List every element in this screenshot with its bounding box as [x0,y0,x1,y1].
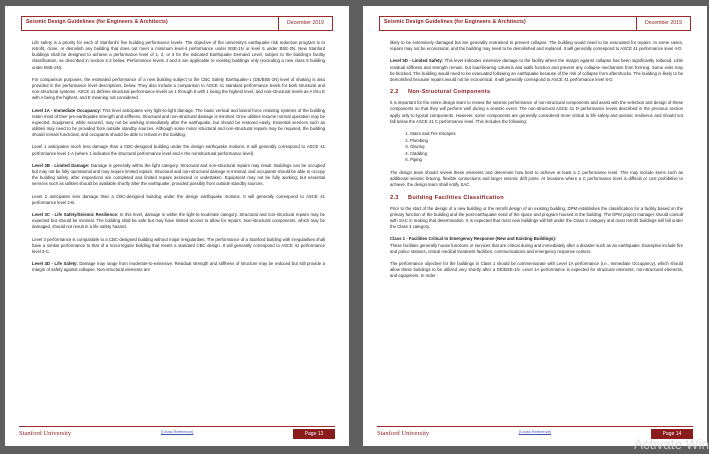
paragraph: Prior to the start of the design of a new building or the retrofit design of an existing building, DPM establishes the classification for a facility based on the primary function of the building and the post-earthquake need of the space and program housed in the building. The DPM project manager should consult with SAC in making that determination. It is expected that most new buildings will fall under the Class 3 category and most retrofit buildings will fall under the Class 4 category. [390,205,683,230]
page-body [32,40,325,280]
paragraph: likely to be extensively damaged but are generally restrained to prevent collapse. The building would need to be evacuated for repairs. In some cases, repairs may not be economical, and the building may need to be demolished and replaced. It will generally correspond to ASCE 41 performance level 4-D. [390,40,683,52]
paragraph-level-3c: Level 3C - Life Safety/Seismic Resilience: In this level, damage is within the light-to-moderate category. Structural and non-structural repairs may be expected but should be minimal. The building shall be safe but may have limited access to allow for repairs. Non-structural components, which may be damaged, should not result in a life safety hazard. [32,212,325,230]
list-item: 5. Piping [410,157,683,164]
paragraph: The design team should review these elements and determine how best to achieve at least a C performance level. This may include items such as additional seismic bracing, flexible connections and larger seismic drift joints. At locations where a C performance level is difficult or cost prohibitive to achieve, the design team shall notify SAC. [390,169,683,188]
paragraph: It is important for the entire design team to review the seismic performance of non-structural components and assist with the selection and design of these components so that they will perform well during a seismic event. The non-structural ASCE 41 D performance levels described in the previous section apply only to typical components. However, some components are generally considered more critical to life safety and seismic resilience and should not fall below the ASCE 41 C performance level. This includes the following: [390,100,683,124]
paragraph: Level 1 anticipates much less damage than a CBC-designed building under the design earthquake motions. It will generally correspond to ASCE 41 performance level 1-A (where 1 indicates the structural performance level and A the nonstructural performance level). [32,144,325,156]
paragraph: For comparison purposes, the estimated performance of a new building subject to the CBC Safety Earthquake-1 (DE/BSE-1N) level of shaking is also provided in the performance level descriptions, below. They also include a comparison to ASCE 41 standard performance levels for both structural and non-structural systems. ASCE 41 defines structural performance levels as 1 through 5 with 1 being the highest level, and non-structural levels as A thru E with A being the highest, and E meaning not considered. [32,76,325,101]
page-header [379,16,691,31]
paragraph: The performance objective for the buildings in Class 1 should be commensurate with Level 1A performance (i.e., Immediate Occupancy), which should allow these buildings to be utilized very shortly after a DE/BSE-1N. Level 1A performance is expected for structural elements, non-structural elements, and equipment. In order [390,260,683,279]
footer-cross-reference-link[interactable]: [Cross Reference] [160,429,194,434]
section-heading-2-2: 2.2 Non-Structural Components [390,89,491,96]
paragraph: Level 2 anticipates less damage than a CBC-designed building under the design earthquake motions. It will generally correspond to ASCE 41 performance level 2-B. [32,193,325,205]
activation-watermark: Activate Win [633,437,709,452]
header-title: Seismic Design Guidelines (for Engineers & Architects) [26,19,168,25]
paragraph-level-1a: Level 1A - Immediate Occupancy: This level anticipates very light-to-light damage. The basic vertical and lateral force resisting systems of the building retain most of their pre-earthquake strength and stiffness. Structural and non-structural damage is minimal. Once utilities resume normal operation may be expected. Equipment, while secured, may not be working immediately after the earthquake, but should be restored easily. Essential services such as utilities may need to be provided from outside standby sources. Although some minor structural and non-structural repairs may be required, the building should remain functional, and occupants should be able to remain in the building. [32,107,325,138]
page-header [21,16,333,31]
footer-page-number: Page 14 [651,429,693,439]
header-date: December 2019 [636,17,690,30]
footer-university: Stanford University [19,430,72,437]
paragraph-level-4d: Level 4D - Life Safety: Damage may range from moderate-to-extensive. Residual strength and stiffness of structure may be reduced but still provide a margin of safety against collapse. Non-structural elements are [32,261,326,273]
footer-page-number: Page 13 [293,429,335,439]
document-page-left [5,6,349,446]
header-title: Seismic Design Guidelines (for Engineers & Architects) [384,19,526,25]
header-date: December 2019 [278,17,332,30]
list-item: 2. Plumbing [410,138,683,145]
list-item: 4. Cladding [410,151,683,158]
paragraph: Life safety is a priority for each of Stanford's five building performance levels. The objective of the university's earthquake risk reduction program is to retrofit, close, or demolish any building that does not meet a minimum level-4 performance under BSE-1N or level 5 under BSE-2N. New Stanford buildings shall be designed to achieve a performance level of 1, 2, or 3 for the indicated Earthquake Demand Level, subject to the building's facility classification, as described in section 2.3 below. Performance levels 4 and 5 are applicable to existing buildings only (excluding a new class 5 building under BSE-2N). [32,40,325,70]
page-footer [19,426,335,438]
paragraph: Level 3 performance is comparable to a CBC-designed building without major irregularities. The performance of a Stanford building with irregularities shall have a similar performance to that of a non-irregular building that meets a standard CBC design. It will generally correspond to ASCE 41 performance level 3-C. [32,236,325,254]
footer-cross-reference-link[interactable]: [Cross Reference] [518,429,552,434]
section-heading-2-3: 2.3 Building Facilities Classification [390,194,504,201]
list-item: 3. Glazing [410,144,683,151]
paragraph-class-1: Class 1 - Facilities Critical to Emergency Response (New and Existing Buildings): These facilities generally house functions or services that are critical during and immediately after a disaster such as an earthquake. Examples include fire and police stations, critical medical treatment facilities, communications and emergency response centers. [390,236,683,254]
paragraph-level-2b: Level 2B - Limited Damage: Damage is generally within the light category. Structural and non-structural repairs may result. Buildings can be occupied but may not be fully operational and may require limited repairs. Structural and non-structural damage is minimal, and occupants should be able to occupy the building safely, after inspections are completed and limited repairs assessed or undertaken. Equipment may not be fully working; but essential services such as utilities should be available shortly after the earthquake, provided possibly from outside standby sources. [32,162,325,187]
page-body [390,40,683,286]
footer-university: Stanford University [377,430,430,437]
component-list [410,131,683,164]
paragraph-level-5d: Level 5D - Limited Safety: This level indicates extensive damage to the facility where the margin against collapse has been significantly reduced. Little residual stiffness and strength remain, but load-bearing columns and walls function and prevent any collapse mechanism from forming. Some exits may be blocked. The building would need to be evacuated following an earthquake because of the risk of collapse from aftershocks. The building is likely to be demolished because repairs would not be economical. It will generally correspond to ASCE 41 performance level 5-D. [390,58,684,82]
list-item: 1. Stairs and Fire Escapes [410,131,683,138]
document-page-right [363,6,707,446]
